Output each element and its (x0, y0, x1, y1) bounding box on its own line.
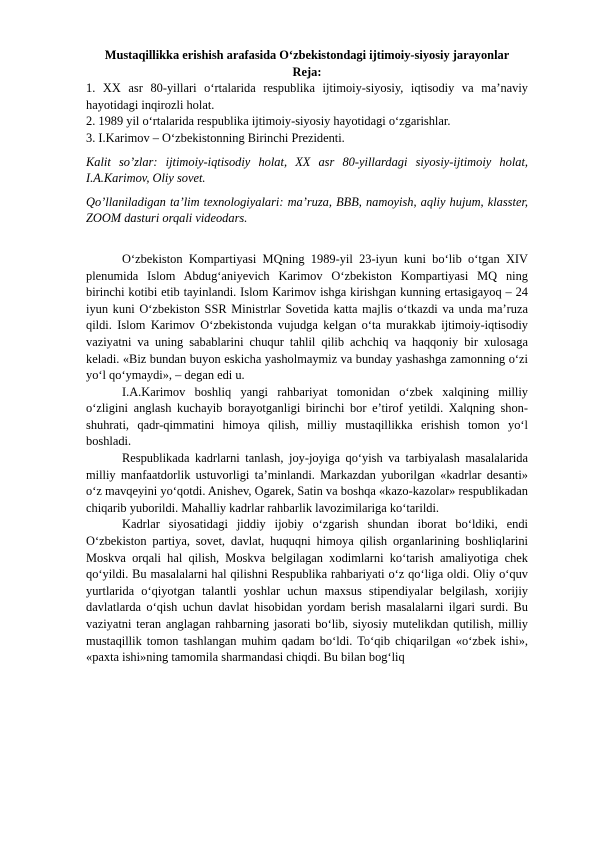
plan-label: Reja: (292, 64, 322, 79)
plan-item: 2. 1989 yil o‘rtalarida respublika ijtimoiy-siyosiy hayotidagi o‘zgarishlar. (86, 114, 451, 129)
body-paragraph: Respublikada kadrlarni tanlash, joy-joyiga qo‘yish va tarbiyalash masalalarida milliy manfaatdorlik ustuvorligi ta’minlandi. Markazdan yuborilgan «kadrlar desanti» o‘z mavqeyini yo‘qotdi. Anishev, Ogarek, Satin va boshqa «kazo-kazolar» respublikadan chiqarib yuborildi. Mahalliy kadrlar rahbarlik lavozimilariga ko‘tarildi. (86, 451, 528, 515)
plan-list (86, 80, 528, 146)
keywords-text: Kalit so’zlar: ijtimoiy-iqtisodiy holat, XX asr 80-yillardagi siyosiy-ijtimoiy holat, I.A.Karimov, Oliy sovet. (86, 154, 528, 186)
plan-item: 1. XX asr 80-yillari o‘rtalarida respublika ijtimoiy-siyosiy, iqtisodiy va ma’naviy hayotidagi inqirozli holat. (86, 81, 528, 112)
body-text (86, 251, 528, 666)
plan-item: 3. I.Karimov – O‘zbekistonning Birinchi Prezidenti. (86, 130, 345, 145)
body-paragraph: Kadrlar siyosatidagi jiddiy ijobiy o‘zgarish shundan iborat bo‘ldiki, endi O‘zbekiston partiya, sovet, davlat, huquqni himoya qilish organlarining boshliqlarini Moskva orqali hal qilish, Moskva belgilagan xodimlarni ko‘tarish amaliyotiga chek qo‘yildi. Bu masalalarni hal qilishni Respublika rahbariyati o‘z qo‘liga oldi. Oliy o‘quv yurtlarida o‘qiyotgan talantli yoshlar uchun maxsus stipendiyalar belgilash, xorijiy davlatlarda o‘qish uchun davlat hisobidan yordam berish masalalarni ilgari surdi. Bu vaziyatni teran anglagan rahbarning jasorati bo‘lib, siyosiy mutelikdan qutilish, milliy mustaqillik tomon tashlangan muhim qadam bo‘ldi. To‘qib chiqarilgan «o‘zbek ishi», «paxta ishi»ning tamomila sharmandasi chiqdi. Bu bilan bog‘liq (86, 517, 528, 665)
body-paragraph: O‘zbekiston Kompartiyasi MQning 1989-yil 23-iyun kuni bo‘lib o‘tgan XIV plenumida Islom Abdug‘aniyevich Karimov O‘zbekiston Kompartiyasi MQ ning birinchi kotibi etib tayinlandi. Islom Karimov ishga kirishgan kunning ertasigayoq – 24 iyun kuni O‘zbekiston SSR Ministrlar Sovetida katta majlis o‘tkazdi va unda ma’ruza qildi. Islom Karimov O‘zbekistonda vujudga kelgan o‘ta murakkab ijtimoiy-iqtisodiy vaziyatni va uning sabablarini chuqur tahlil qilib achchiq va haqqoniy bir xulosaga keladi. «Biz bundan buyon eskicha yasholmaymiz va bunday yashashga zamonning o‘zi yo‘l qo‘ymaydi», – degan edi u. (86, 251, 528, 383)
body-paragraph: I.A.Karimov boshliq yangi rahbariyat tomonidan o‘zbek xalqining milliy o‘zligini anglash kuchayib borayotganligi birinchi bor e’tirof yetildi. Xalqning shon-shuhrati, qadr-qimmatini himoya qilish, milliy mustaqillikka erishish tomon yo‘l boshladi. (86, 384, 528, 449)
document-title: Mustaqillikka erishish arafasida O‘zbekistondagi ijtimoiy-siyosiy jarayonlar (104, 48, 510, 62)
technologies-text: Qo’llaniladigan ta’lim texnologiyalari: ma’ruza, BBB, namoyish, aqliy hujum, klasster, ZOOM dasturi orqali videodars. (86, 194, 528, 226)
